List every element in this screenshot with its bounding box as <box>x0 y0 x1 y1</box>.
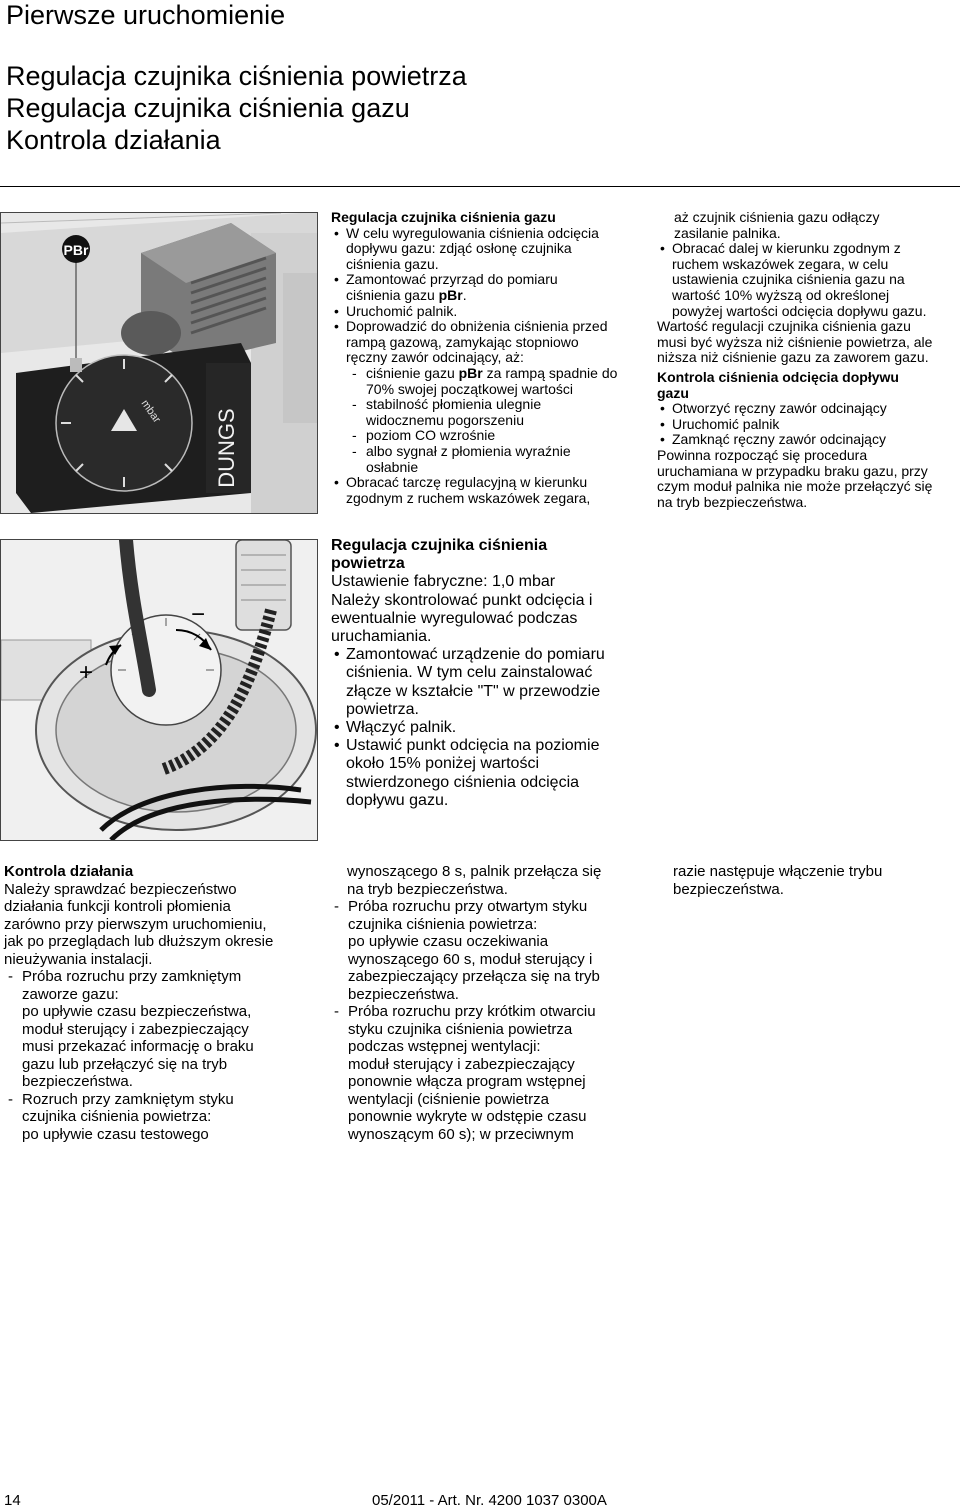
section-title: Regulacja czujnika ciśnienia gazu <box>6 93 410 123</box>
sub-list <box>331 366 646 475</box>
list-item: • Obracać dalej w kierunku zgodnym z ruchem wskazówek zegara, w celu ustawienia czujnika ciśnienia gazu na wartość 10% wyższą od określonej powyżej wartości odcięcia dopływu gazu. <box>657 241 957 319</box>
air-switch-heading: Regulacja czujnika ciśnienia powietrza <box>331 537 548 573</box>
divider <box>0 186 960 187</box>
test-continuation: wynoszącego 8 s, palnik przełącza się na tryb bezpieczeństwa. <box>347 863 602 898</box>
section-title: Kontrola działania <box>6 125 221 155</box>
cutoff-column <box>657 210 957 510</box>
cutoff-heading: Kontrola ciśnienia odcięcia dopływu gazu <box>657 368 899 401</box>
function-paragraph: Należy sprawdzać bezpieczeństwo działania funkcji kontroli płomienia zarówno przy pierwszym uruchomieniu, jak po przeglądach lub dłuższym okresie nieużywania instalacji. <box>4 880 274 968</box>
list-item: • Uruchomić palnik. <box>331 304 646 320</box>
list-item: • Zamknąć ręczny zawór odcinający <box>657 432 957 448</box>
test-continuation: razie następuje włączenie trybu bezpieczeństwa. <box>673 863 883 898</box>
note-paragraph: Wartość regulacji czujnika ciśnienia gazu musi być wyższa niż ciśnienie powietrza, ale niższa niż ciśnienie gazu za zaworem gazu. <box>657 318 933 366</box>
test-item: - Rozruch przy zamkniętym styku czujnika ciśnienia powietrza: po upływie czasu testowego <box>4 1091 314 1144</box>
test-item: - Próba rozruchu przy zamkniętym zaworze gazu: po upływie czasu bezpieczeństwa, moduł sterujący i zabezpieczający musi przekazać informację o braku gazu lub przełączyć się na tryb bezpieczeństwa. <box>4 968 314 1091</box>
continuation-text: aż czujnik ciśnienia gazu odłączy zasilanie palnika. <box>674 209 880 241</box>
page-number: 14 <box>4 1492 21 1509</box>
unit-label: mbar <box>138 397 163 426</box>
gas-pressure-switch-illustration <box>1 213 318 514</box>
gas-pressure-switch-figure <box>0 212 318 514</box>
brand-label: DUNGS <box>214 408 239 488</box>
list-item: • Ustawić punkt odcięcia na poziomie około 15% poniżej wartości stwierdzonego ciśnienia odcięcia dopływu gazu. <box>331 737 631 810</box>
air-pressure-switch-illustration <box>1 540 318 841</box>
function-check-column-1 <box>4 863 314 1143</box>
sub-item: - poziom CO wzrośnie <box>348 428 646 444</box>
air-paragraph: Należy skontrolować punkt odcięcia i ewentualnie wyregulować podczas uruchamiania. <box>331 591 593 646</box>
sub-item: - albo sygnał z płomienia wyraźnie osłabnie <box>348 444 646 475</box>
pbr-badge: PBr <box>63 242 89 258</box>
function-check-column-3 <box>673 863 943 898</box>
air-switch-column <box>331 537 631 810</box>
sub-item: - ciśnienie gazu pBr za rampą spadnie do 70% swojej początkowej wartości <box>348 366 646 397</box>
test-item: - Próba rozruchu przy otwartym styku czujnika ciśnienia powietrza: po upływie czasu oczekiwania wynoszącego 60 s, moduł sterujący i zabezpieczający przełącza się na tryb bezpieczeństwa. <box>330 898 640 1003</box>
plus-sign: + <box>79 659 94 686</box>
gas-switch-heading: Regulacja czujnika ciśnienia gazu <box>331 209 556 225</box>
list-item: • Uruchomić palnik <box>657 417 957 433</box>
list-item: • Zamontować urządzenie do pomiaru ciśnienia. W tym celu zainstalować złącze w kształcie "T" w przewodzie powietrza. <box>331 646 631 719</box>
sub-item: - stabilność płomienia ulegnie widocznemu pogorszeniu <box>348 397 646 428</box>
list-item: • Włączyć palnik. <box>331 719 631 737</box>
page-title: Pierwsze uruchomienie <box>6 0 286 30</box>
function-check-column-2 <box>330 863 640 1143</box>
gas-switch-column <box>331 210 646 506</box>
cutoff-paragraph: Powinna rozpocząć się procedura uruchamiana w przypadku braku gazu, przy czym moduł palnika nie może przełączyć się na tryb bezpieczeństwa. <box>657 446 933 510</box>
article-number: 05/2011 - Art. Nr. 4200 1037 0300A <box>372 1492 607 1509</box>
factory-setting: Ustawienie fabryczne: 1,0 mbar <box>331 573 556 591</box>
list-item: • Zamontować przyrząd do pomiaru ciśnienia gazu pBr. <box>331 272 646 303</box>
list-item: • Otworzyć ręczny zawór odcinający <box>657 401 957 417</box>
section-titles <box>6 60 467 156</box>
list-item: • W celu wyregulowania ciśnienia odcięcia dopływu gazu: zdjąć osłonę czujnika ciśnienia gazu. <box>331 226 646 273</box>
section-title: Regulacja czujnika ciśnienia powietrza <box>6 61 467 91</box>
minus-sign: − <box>191 601 206 628</box>
test-item: - Próba rozruchu przy krótkim otwarciu styku czujnika ciśnienia powietrza podczas wstępnej wentylacji: moduł sterujący i zabezpieczający ponownie włącza program wstępnej wentylacji (ciśnienie powietrza ponownie wykryte w odstępie czasu wynoszącym 60 s); w przeciwnym <box>330 1003 640 1143</box>
function-check-heading: Kontrola działania <box>4 863 134 880</box>
air-pressure-switch-figure <box>0 539 318 841</box>
list-item: • Obracać tarczę regulacyjną w kierunku zgodnym z ruchem wskazówek zegara, <box>331 475 646 506</box>
list-item: • Doprowadzić do obniżenia ciśnienia przed rampą gazową, zamykając stopniowo ręczny zawór odcinający, aż: <box>331 319 646 366</box>
